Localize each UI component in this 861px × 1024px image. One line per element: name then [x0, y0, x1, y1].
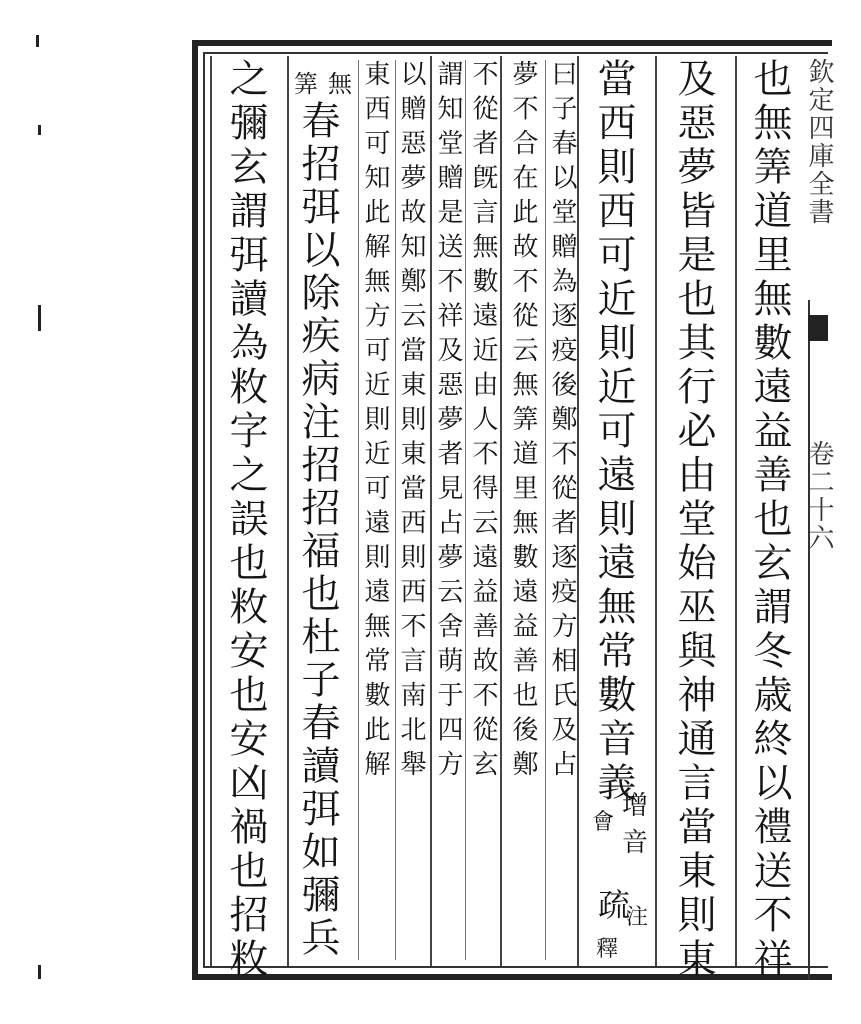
annotation-char: 釋 — [596, 937, 619, 962]
column-rule — [430, 56, 432, 966]
right-margin-rule — [808, 300, 810, 980]
annotation-char: 注 — [626, 905, 649, 930]
margin-title: 欽定四庫全書 — [804, 58, 834, 226]
column-rule — [577, 56, 579, 966]
annotation-char: 無 — [328, 70, 352, 98]
text-column-3: 當西則西可近則近可遠則遠無常數音義 — [591, 58, 636, 806]
column-rule — [287, 56, 289, 966]
commentary-column-6: 東西可知此解無方可近則近可遠則遠無常數此解 — [360, 60, 390, 785]
annotation-char: 筭 — [294, 70, 318, 98]
annotation-char: 音 — [622, 828, 649, 858]
commentary-column-2: 夢不合在此故不從云無筭道里無數遠益善也後鄭 — [508, 60, 538, 785]
annotation-char: 增 — [622, 791, 649, 821]
sub-column-rule — [465, 60, 466, 960]
scan-mark — [38, 125, 41, 135]
column-rule — [500, 56, 502, 966]
scan-mark — [38, 305, 41, 331]
scan-mark — [36, 35, 39, 47]
annotation-char: 疏 — [598, 886, 631, 924]
sub-column-rule — [358, 60, 359, 960]
text-column-5: 之彌玄謂弭讀為敉字之誤也敉安也安凶禍也招敉 — [223, 58, 268, 982]
text-column-2: 及惡夢皆是也其行必由堂始巫與神通言當東則東 — [671, 58, 716, 982]
commentary-column-1: 曰子春以堂贈為逐疫後鄭不從者逐疫方相氏及占 — [547, 60, 577, 785]
column-rule — [655, 56, 657, 966]
column-rule — [735, 56, 737, 966]
text-column-4: 春招弭以除疾病注招招福也杜子春讀弭如彌兵 — [295, 100, 340, 960]
fish-tail-mark — [808, 315, 828, 341]
commentary-column-4: 謂知堂贈是送不祥及惡夢者見占夢云舍萌于四方 — [433, 60, 463, 785]
annotation-char: 會 — [592, 810, 615, 835]
commentary-column-3: 不從者旣言無數遠近由人不得云遠益善故不從玄 — [468, 60, 498, 785]
sub-column-rule — [545, 60, 546, 960]
commentary-column-5: 以贈惡夢故知鄭云當東則東當西則西不言南北舉 — [396, 60, 426, 785]
column-rule — [210, 56, 212, 966]
text-column-1: 也無筭道里無數遠益善也玄謂冬歳終以禮送不祥 — [747, 58, 792, 982]
margin-juan: 卷二十六 — [804, 440, 834, 552]
scan-mark — [38, 965, 41, 979]
